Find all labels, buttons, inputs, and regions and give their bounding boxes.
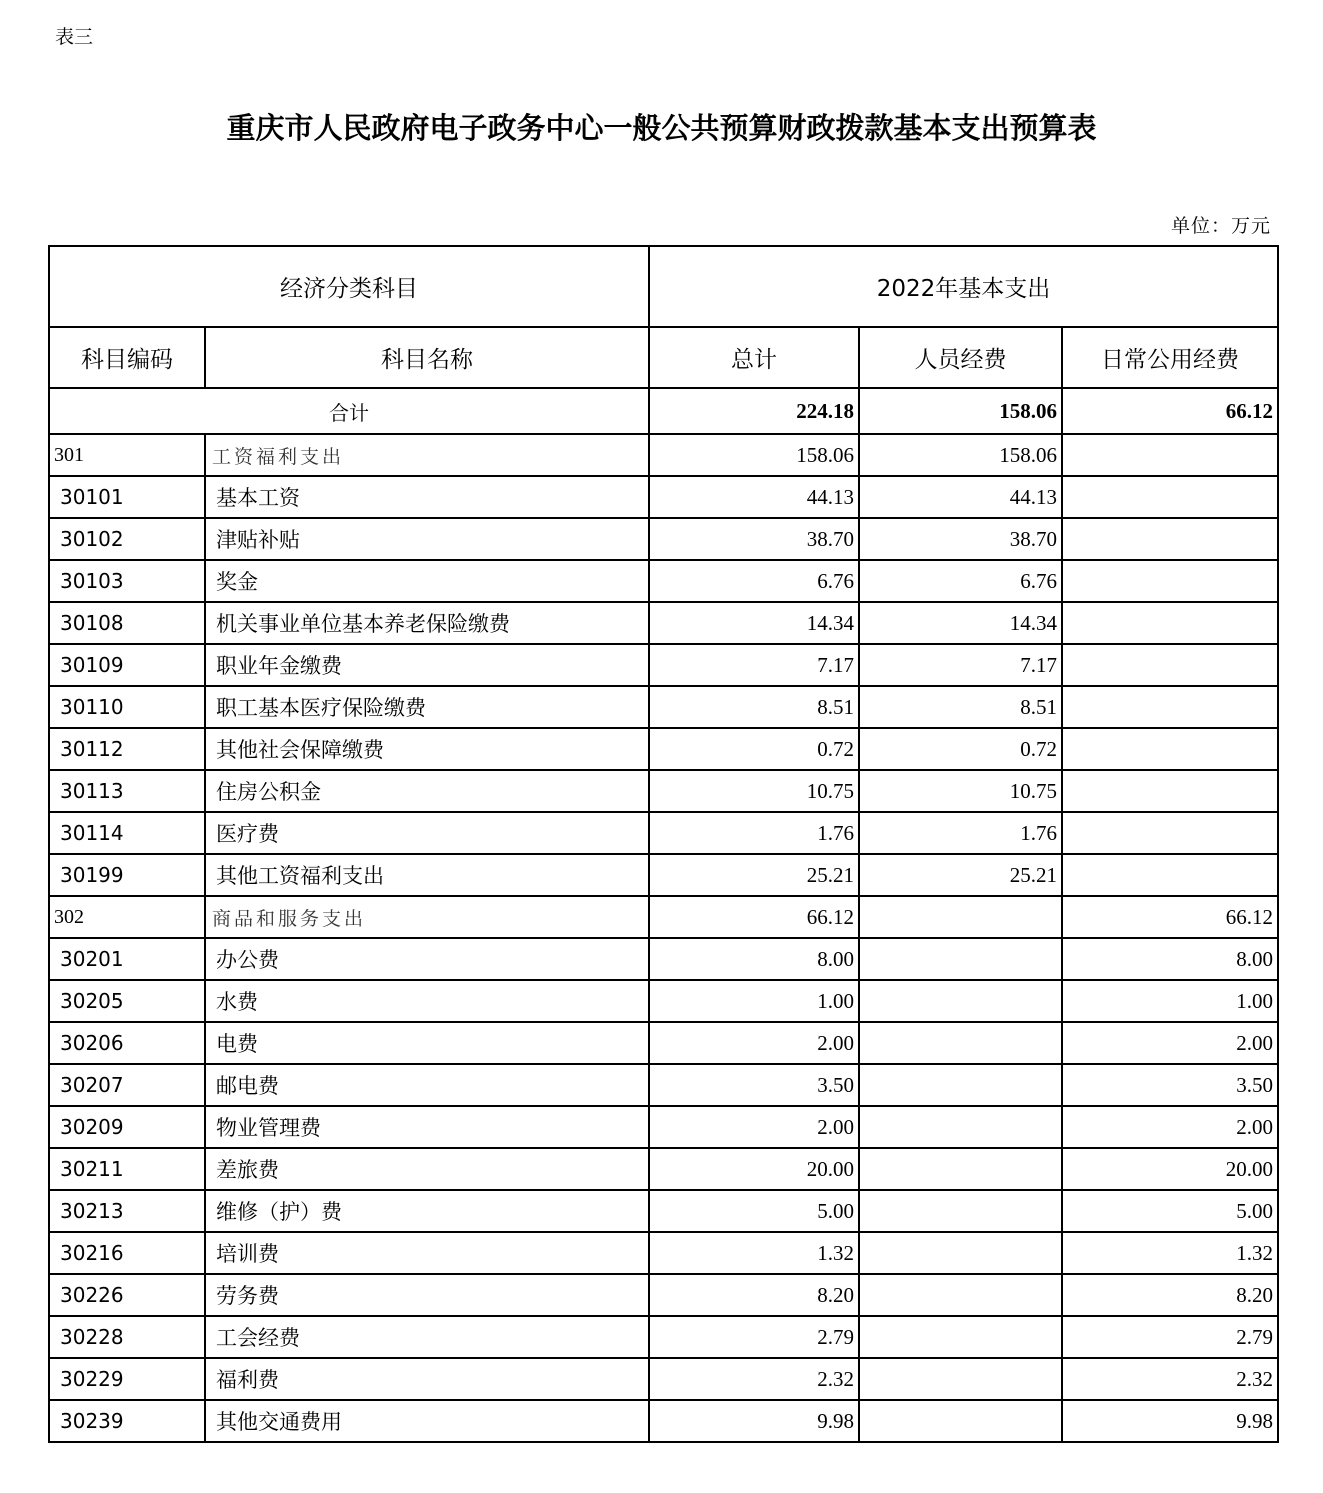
header-code: 科目编码 [49, 327, 205, 388]
row-total: 7.17 [649, 644, 859, 686]
row-code: 30114 [49, 812, 205, 854]
table-row [49, 1148, 1278, 1190]
row-public [1062, 686, 1278, 728]
row-code: 30108 [49, 602, 205, 644]
budget-table [48, 245, 1279, 1443]
row-code: 30103 [49, 560, 205, 602]
table-row [49, 1106, 1278, 1148]
row-code: 30206 [49, 1022, 205, 1064]
header-personnel: 人员经费 [859, 327, 1062, 388]
row-code: 30207 [49, 1064, 205, 1106]
row-name: 物业管理费 [205, 1106, 649, 1148]
row-public: 9.98 [1062, 1400, 1278, 1442]
row-personnel [859, 1274, 1062, 1316]
row-public: 1.32 [1062, 1232, 1278, 1274]
row-name: 维修（护）费 [205, 1190, 649, 1232]
row-total: 1.00 [649, 980, 859, 1022]
row-public [1062, 560, 1278, 602]
row-name: 其他社会保障缴费 [205, 728, 649, 770]
row-total: 8.51 [649, 686, 859, 728]
row-public [1062, 602, 1278, 644]
row-personnel: 7.17 [859, 644, 1062, 686]
row-total: 0.72 [649, 728, 859, 770]
row-public [1062, 812, 1278, 854]
row-total: 1.32 [649, 1232, 859, 1274]
row-personnel [859, 1232, 1062, 1274]
row-public: 20.00 [1062, 1148, 1278, 1190]
table-row [49, 1232, 1278, 1274]
row-code: 30216 [49, 1232, 205, 1274]
row-personnel [859, 938, 1062, 980]
row-code: 30102 [49, 518, 205, 560]
row-code: 30205 [49, 980, 205, 1022]
row-personnel: 1.76 [859, 812, 1062, 854]
row-personnel: 8.51 [859, 686, 1062, 728]
row-name: 差旅费 [205, 1148, 649, 1190]
row-total: 44.13 [649, 476, 859, 518]
header-total: 总计 [649, 327, 859, 388]
row-name: 职业年金缴费 [205, 644, 649, 686]
row-code: 30209 [49, 1106, 205, 1148]
page-title: 重庆市人民政府电子政务中心一般公共预算财政拨款基本支出预算表 [226, 111, 1097, 145]
row-total: 66.12 [649, 896, 859, 938]
row-name: 商品和服务支出 [205, 896, 649, 938]
row-personnel: 25.21 [859, 854, 1062, 896]
row-personnel [859, 1190, 1062, 1232]
row-personnel [859, 1148, 1062, 1190]
row-name: 医疗费 [205, 812, 649, 854]
row-name: 职工基本医疗保险缴费 [205, 686, 649, 728]
table-row [49, 812, 1278, 854]
row-code: 30201 [49, 938, 205, 980]
table-row [49, 1400, 1278, 1442]
table-row [49, 1316, 1278, 1358]
table-row [49, 1190, 1278, 1232]
row-name: 电费 [205, 1022, 649, 1064]
row-total: 20.00 [649, 1148, 859, 1190]
row-name: 培训费 [205, 1232, 649, 1274]
summary-label: 合计 [49, 388, 649, 434]
row-code: 30113 [49, 770, 205, 812]
row-personnel: 0.72 [859, 728, 1062, 770]
row-total: 38.70 [649, 518, 859, 560]
table-row [49, 854, 1278, 896]
table-number-label: 表三 [55, 26, 94, 48]
row-total: 2.00 [649, 1022, 859, 1064]
row-public [1062, 854, 1278, 896]
row-code: 30110 [49, 686, 205, 728]
row-name: 劳务费 [205, 1274, 649, 1316]
table-row [49, 560, 1278, 602]
table-row [49, 728, 1278, 770]
row-code: 301 [49, 434, 205, 476]
table-row [49, 938, 1278, 980]
row-total: 5.00 [649, 1190, 859, 1232]
row-total: 8.00 [649, 938, 859, 980]
row-total: 8.20 [649, 1274, 859, 1316]
row-personnel: 10.75 [859, 770, 1062, 812]
table-row [49, 644, 1278, 686]
row-public: 66.12 [1062, 896, 1278, 938]
row-total: 6.76 [649, 560, 859, 602]
table-row [49, 1064, 1278, 1106]
row-code: 30109 [49, 644, 205, 686]
row-public [1062, 476, 1278, 518]
table-row [49, 1358, 1278, 1400]
header-public: 日常公用经费 [1062, 327, 1278, 388]
row-name: 办公费 [205, 938, 649, 980]
row-personnel [859, 1316, 1062, 1358]
row-name: 住房公积金 [205, 770, 649, 812]
row-name: 其他工资福利支出 [205, 854, 649, 896]
table-row [49, 770, 1278, 812]
header-row-group [49, 246, 1278, 327]
row-code: 30229 [49, 1358, 205, 1400]
row-public [1062, 644, 1278, 686]
row-code: 30101 [49, 476, 205, 518]
row-personnel: 38.70 [859, 518, 1062, 560]
row-total: 14.34 [649, 602, 859, 644]
row-code: 30239 [49, 1400, 205, 1442]
row-public: 2.79 [1062, 1316, 1278, 1358]
table-row [49, 896, 1278, 938]
row-name: 其他交通费用 [205, 1400, 649, 1442]
row-total: 25.21 [649, 854, 859, 896]
row-personnel [859, 1106, 1062, 1148]
row-code: 302 [49, 896, 205, 938]
row-total: 3.50 [649, 1064, 859, 1106]
row-public: 2.00 [1062, 1022, 1278, 1064]
header-basic-expenditure: 2022年基本支出 [649, 246, 1278, 327]
table-row [49, 476, 1278, 518]
row-personnel [859, 1022, 1062, 1064]
row-public: 5.00 [1062, 1190, 1278, 1232]
row-public [1062, 434, 1278, 476]
table-row [49, 1274, 1278, 1316]
row-public: 2.32 [1062, 1358, 1278, 1400]
row-personnel [859, 1064, 1062, 1106]
row-code: 30213 [49, 1190, 205, 1232]
row-name: 水费 [205, 980, 649, 1022]
row-public [1062, 728, 1278, 770]
row-name: 工资福利支出 [205, 434, 649, 476]
row-code: 30199 [49, 854, 205, 896]
row-code: 30226 [49, 1274, 205, 1316]
table-row [49, 686, 1278, 728]
header-economic-category: 经济分类科目 [49, 246, 649, 327]
row-public: 2.00 [1062, 1106, 1278, 1148]
row-public: 1.00 [1062, 980, 1278, 1022]
row-total: 9.98 [649, 1400, 859, 1442]
row-code: 30228 [49, 1316, 205, 1358]
row-name: 邮电费 [205, 1064, 649, 1106]
header-name: 科目名称 [205, 327, 649, 388]
row-name: 工会经费 [205, 1316, 649, 1358]
summary-total: 224.18 [649, 388, 859, 434]
row-name: 津贴补贴 [205, 518, 649, 560]
table-row [49, 1022, 1278, 1064]
table-row [49, 434, 1278, 476]
row-public [1062, 770, 1278, 812]
summary-public: 66.12 [1062, 388, 1278, 434]
row-public: 8.20 [1062, 1274, 1278, 1316]
unit-label: 单位：万元 [1170, 215, 1271, 237]
row-public: 8.00 [1062, 938, 1278, 980]
row-personnel [859, 1358, 1062, 1400]
header-row-columns [49, 327, 1278, 388]
table-row [49, 518, 1278, 560]
table-row [49, 602, 1278, 644]
row-total: 2.00 [649, 1106, 859, 1148]
row-code: 30112 [49, 728, 205, 770]
row-public: 3.50 [1062, 1064, 1278, 1106]
row-personnel: 14.34 [859, 602, 1062, 644]
row-total: 158.06 [649, 434, 859, 476]
row-total: 10.75 [649, 770, 859, 812]
row-personnel: 158.06 [859, 434, 1062, 476]
table-row [49, 980, 1278, 1022]
summary-personnel: 158.06 [859, 388, 1062, 434]
row-personnel: 44.13 [859, 476, 1062, 518]
row-name: 机关事业单位基本养老保险缴费 [205, 602, 649, 644]
row-name: 奖金 [205, 560, 649, 602]
row-name: 基本工资 [205, 476, 649, 518]
row-personnel [859, 980, 1062, 1022]
row-total: 1.76 [649, 812, 859, 854]
row-total: 2.79 [649, 1316, 859, 1358]
row-code: 30211 [49, 1148, 205, 1190]
row-total: 2.32 [649, 1358, 859, 1400]
row-personnel: 6.76 [859, 560, 1062, 602]
row-public [1062, 518, 1278, 560]
row-personnel [859, 1400, 1062, 1442]
row-name: 福利费 [205, 1358, 649, 1400]
summary-row [49, 388, 1278, 434]
row-personnel [859, 896, 1062, 938]
